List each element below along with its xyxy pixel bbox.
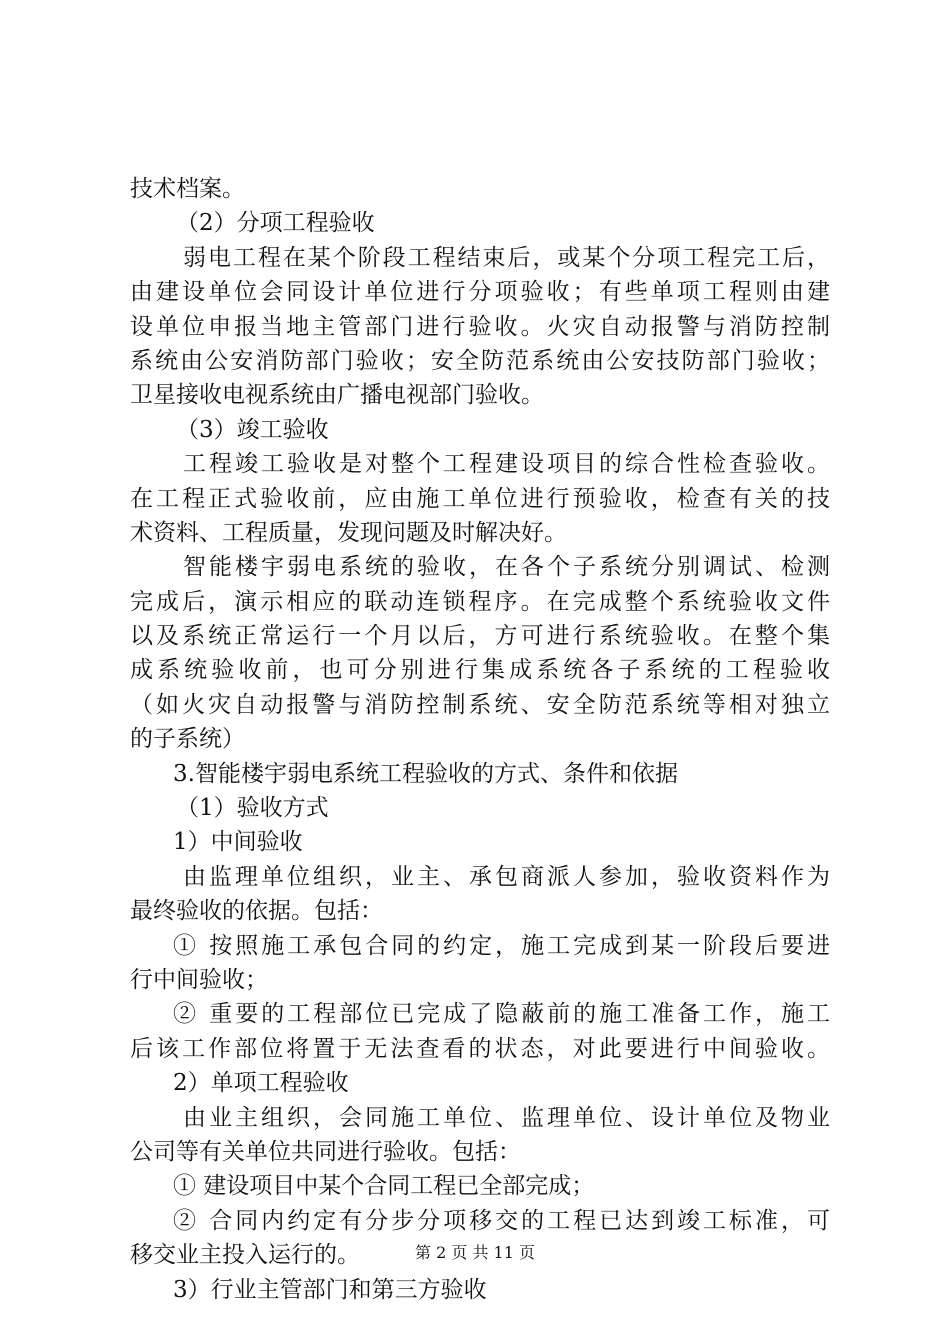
text-line: （3）竣工验收 — [176, 416, 329, 443]
text-line: 成系统验收前，也可分别进行集成系统各子系统的工程验收 — [130, 657, 830, 684]
page-footer: 第 2 页 共 11 页 — [415, 1243, 535, 1262]
text-line: 设单位申报当地主管部门进行验收。火灾自动报警与消防控制 — [130, 313, 830, 340]
text-line: 公司等有关单位共同进行验收。包括： — [130, 1138, 521, 1165]
text-line: 系统由公安消防部门验收；安全防范系统由公安技防部门验收； — [130, 347, 830, 374]
text-line: 最终验收的依据。包括： — [130, 898, 383, 925]
text-line: 由监理单位组织，业主、承包商派人参加，验收资料作为 — [183, 863, 830, 890]
text-line: 智能楼宇弱电系统的验收，在各个子系统分别调试、检测 — [183, 554, 830, 581]
text-line: 工程竣工验收是对整个工程建设项目的综合性检查验收。 — [183, 451, 830, 478]
text-line: 在工程正式验收前，应由施工单位进行预验收，检查有关的技 — [130, 485, 830, 512]
text-line: ① 建设项目中某个合同工程已全部完成； — [173, 1173, 595, 1200]
text-line: 2）单项工程验收 — [173, 1070, 349, 1097]
text-line: 行中间验收； — [130, 966, 268, 993]
text-line: 术资料、工程质量，发现问题及时解决好。 — [130, 519, 567, 546]
text-line: 3.智能楼宇弱电系统工程验收的方式、条件和依据 — [173, 760, 678, 787]
text-line: ② 重要的工程部位已完成了隐蔽前的施工准备工作，施工 — [173, 1001, 830, 1028]
text-line: 以及系统正常运行一个月以后，方可进行系统验收。在整个集 — [130, 623, 830, 650]
text-line: 由建设单位会同设计单位进行分项验收；有些单项工程则由建 — [130, 279, 830, 306]
text-line: ② 合同内约定有分步分项移交的工程已达到竣工标准，可 — [173, 1207, 830, 1234]
text-line: 完成后，演示相应的联动连锁程序。在完成整个系统验收文件 — [130, 588, 830, 615]
text-line: 由业主组织，会同施工单位、监理单位、设计单位及物业 — [183, 1104, 830, 1131]
text-line: （如火灾自动报警与消防控制系统、安全防范系统等相对独立 — [130, 691, 830, 718]
document-body — [130, 172, 830, 1307]
text-line: 卫星接收电视系统由广播电视部门验收。 — [130, 382, 544, 409]
text-line: 后该工作部位将置于无法查看的状态，对此要进行中间验收。 — [130, 1035, 830, 1062]
text-line: 3）行业主管部门和第三方验收 — [173, 1276, 487, 1303]
text-line: 移交业主投入运行的。 — [130, 1242, 360, 1269]
text-line: （2）分项工程验收 — [176, 210, 375, 237]
text-line: 技术档案。 — [130, 176, 245, 202]
text-line: 1）中间验收 — [173, 829, 303, 856]
text-line: （1）验收方式 — [176, 795, 329, 822]
text-line: 的子系统） — [130, 726, 245, 753]
text-line: 弱电工程在某个阶段工程结束后，或某个分项工程完工后， — [183, 244, 830, 271]
text-line: ① 按照施工承包合同的约定，施工完成到某一阶段后要进 — [173, 932, 830, 959]
